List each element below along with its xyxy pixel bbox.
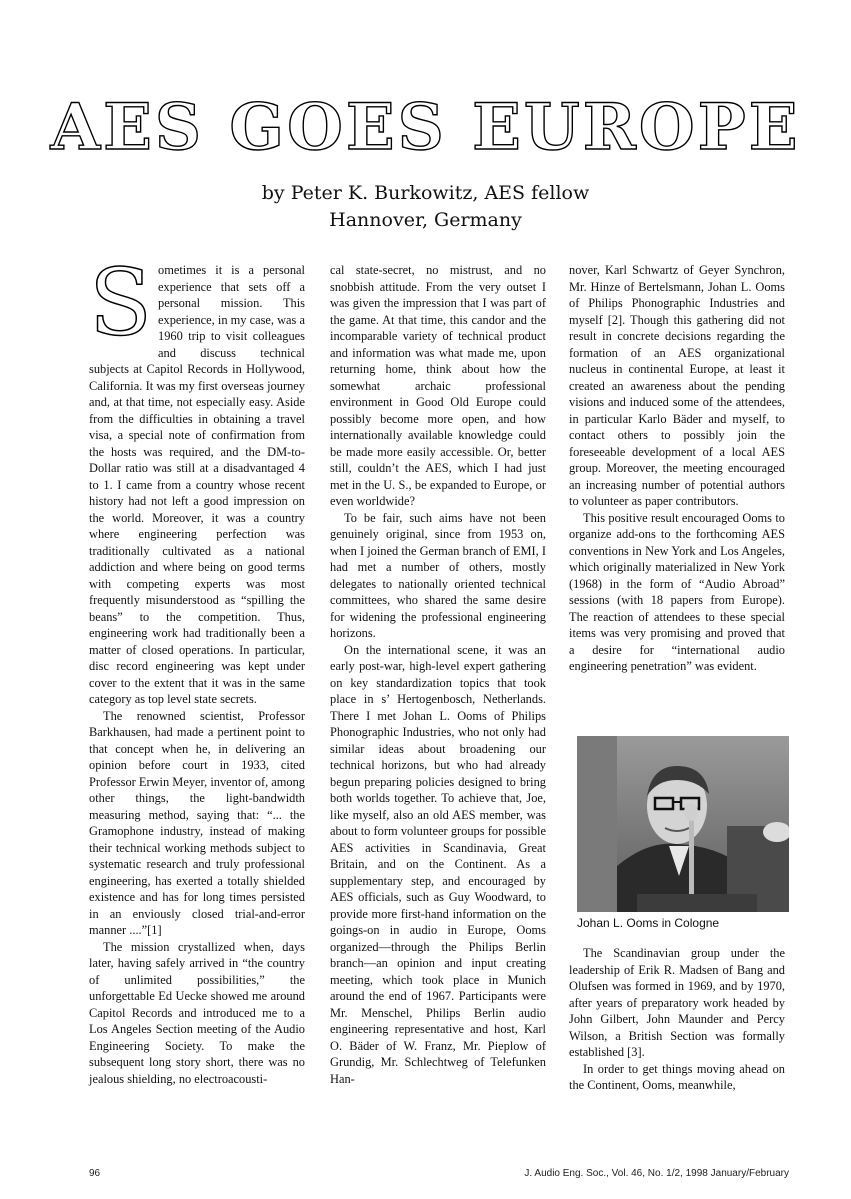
- byline-author: by Peter K. Burkowitz, AES fellow: [261, 182, 590, 204]
- page-number: 96: [89, 1168, 101, 1179]
- paragraph: To be fair, such aims have not been genuinely original, since from 1953 on, when I joined the German branch of EMI, I had met a number of others, mostly delegates to nationally oriented technical committees, who shared the same desire for widening the professional engineering horizons.: [330, 510, 546, 640]
- paragraph: The mission crystallized when, days later, having safely arrived in “the country of unlimited possibilities,” the unforgettable Ed Uecke showed me around Capitol Records and introduced me to a Los Angeles Section meeting of the Audio Engineering Society. To make the subsequent long story short, there was no jealous shielding, no electroacousti-: [89, 939, 305, 1086]
- paragraph: [89, 249, 305, 708]
- paragraph: On the international scene, it was an early post-war, high-level expert gathering on key standardization topics that took place in s’ Hertogenbosch, Netherlands. There I met Johan L. Ooms of Philips Phonographic Industries, who not only had similar ideas about broadening our technical horizons, but who had already begun preparing policies designed to bring both worlds together. To achieve that, Joe, like myself, also an old AES member, was about to form volunteer groups for possible AES activities in Scandinavia, Great Britain, and on the Continent. As a supplementary step, and encouraged by AES officials, such as Guy Woodward, to provide more first-hand information on the goings-on in audio in Europe, Ooms organized—through the Philips Berlin branch—an opinion and input creating meeting, which took place in Munich around the end of 1967. Participants were Mr. Menschel, Philips Berlin audio engineering representative and host, Karl O. Bäder of W. Franz, Mr. Pieplow of Grundig, Mr. Schlechtweg of Telefunken Han-: [330, 642, 546, 1086]
- column-3-top: [569, 262, 785, 675]
- column-1: [89, 249, 305, 1087]
- photo-johan-ooms: [577, 736, 789, 912]
- journal-citation: J. Audio Eng. Soc., Vol. 46, No. 1/2, 1998 January/February: [524, 1168, 789, 1179]
- column-3-bottom: [569, 945, 785, 1094]
- photo-caption: Johan L. Ooms in Cologne: [577, 916, 720, 930]
- paragraph: This positive result encouraged Ooms to organize add-ons to the forthcoming AES conventions in New York and Los Angeles, which originally materialized in New York (1968) in the form of “Audio Abroad” sessions (with 18 papers from Europe). The reaction of attendees to these special items was very promising and proved that a desire for “international audio engineering penetration” was evident.: [569, 510, 785, 673]
- paragraph: The Scandinavian group under the leadership of Erik R. Madsen of Bang and Olufsen was formed in 1969, and by 1970, after years of preparatory work headed by John Gilbert, John Maunder and Percy Wilson, a British Section was formally established [3].: [569, 946, 785, 1059]
- drop-cap: S: [89, 249, 153, 356]
- paragraph: The renowned scientist, Professor Barkhausen, had made a pertinent point to that concept when he, in delivering an opinion before court in 1933, cited Professor Erwin Meyer, inventor of, among other things, the light-bandwidth measuring method, saying that: “... the Gramophone industry, instead of making their technical working methods subject to systematic research and truly professional engineering, has exerted a totally shielded existence and has for long times persisted in an enviously closed trial-and-error manner ....”[1]: [89, 708, 305, 937]
- byline-location: Hannover, Germany: [329, 209, 522, 231]
- paragraph-text: ometimes it is a personal experience that sets off a personal mission. This experience, in my case, was a 1960 trip to visit colleagues and discuss technical subjects at Capitol Records in Hollywood, California. It was my first overseas journey and, at that time, not especially easy. Aside from the difficulties in obtaining a travel visa, a special note of confirmation from the hosts was required, and the DM-to-Dollar ratio was still at a disadvantaged 4 to 1. I came from a country whose recent history had not left a good impression on the world. Moreover, it was a country where engineering perfection was traditionally cultivated as a national addiction and where being on good terms with competing experts was most frequently misunderstood as “spilling the beans” to the competition. Thus, engineering work had traditionally been a matter of closed operations. In particular, disc record engineering was kept under cover to the extent that it was in the same category as top level state secrets.: [89, 263, 305, 706]
- column-2: [330, 262, 546, 1087]
- paragraph: cal state-secret, no mistrust, and no snobbish attitude. From the very outset I was given the impression that I was part of the game. At that time, this candor and the incomparable variety of technical product and information was what made me, upon returning home, think about how the somewhat archaic professional environment in Good Old Europe could possibly become more open, and how internationally available knowledge could be made more easily accessible. Or, better still, couldn’t the AES, which I had just met in the U. S., be expanded to Europe, or even worldwide?: [330, 263, 546, 508]
- paragraph: nover, Karl Schwartz of Geyer Synchron, Mr. Hinze of Bertelsmann, Johan L. Ooms of Philips Phonographic Industries and myself [2]. Though this gathering did not result in concrete decisions regarding the formation of an AES organizational nucleus in continental Europe, at least it created an awareness about the pending visions and induced some of the attendees, in particular Karlo Bäder and myself, to contact others to possibly join the foreseeable development of a local AES group. Moreover, the meeting encouraged an increasing number of potential authors to volunteer as paper contributors.: [569, 263, 785, 508]
- portrait-photo-icon: [577, 736, 789, 912]
- article-title: AES GOES EUROPE: [50, 90, 801, 165]
- paragraph: In order to get things moving ahead on the Continent, Ooms, meanwhile,: [569, 1061, 785, 1092]
- byline: [0, 180, 851, 234]
